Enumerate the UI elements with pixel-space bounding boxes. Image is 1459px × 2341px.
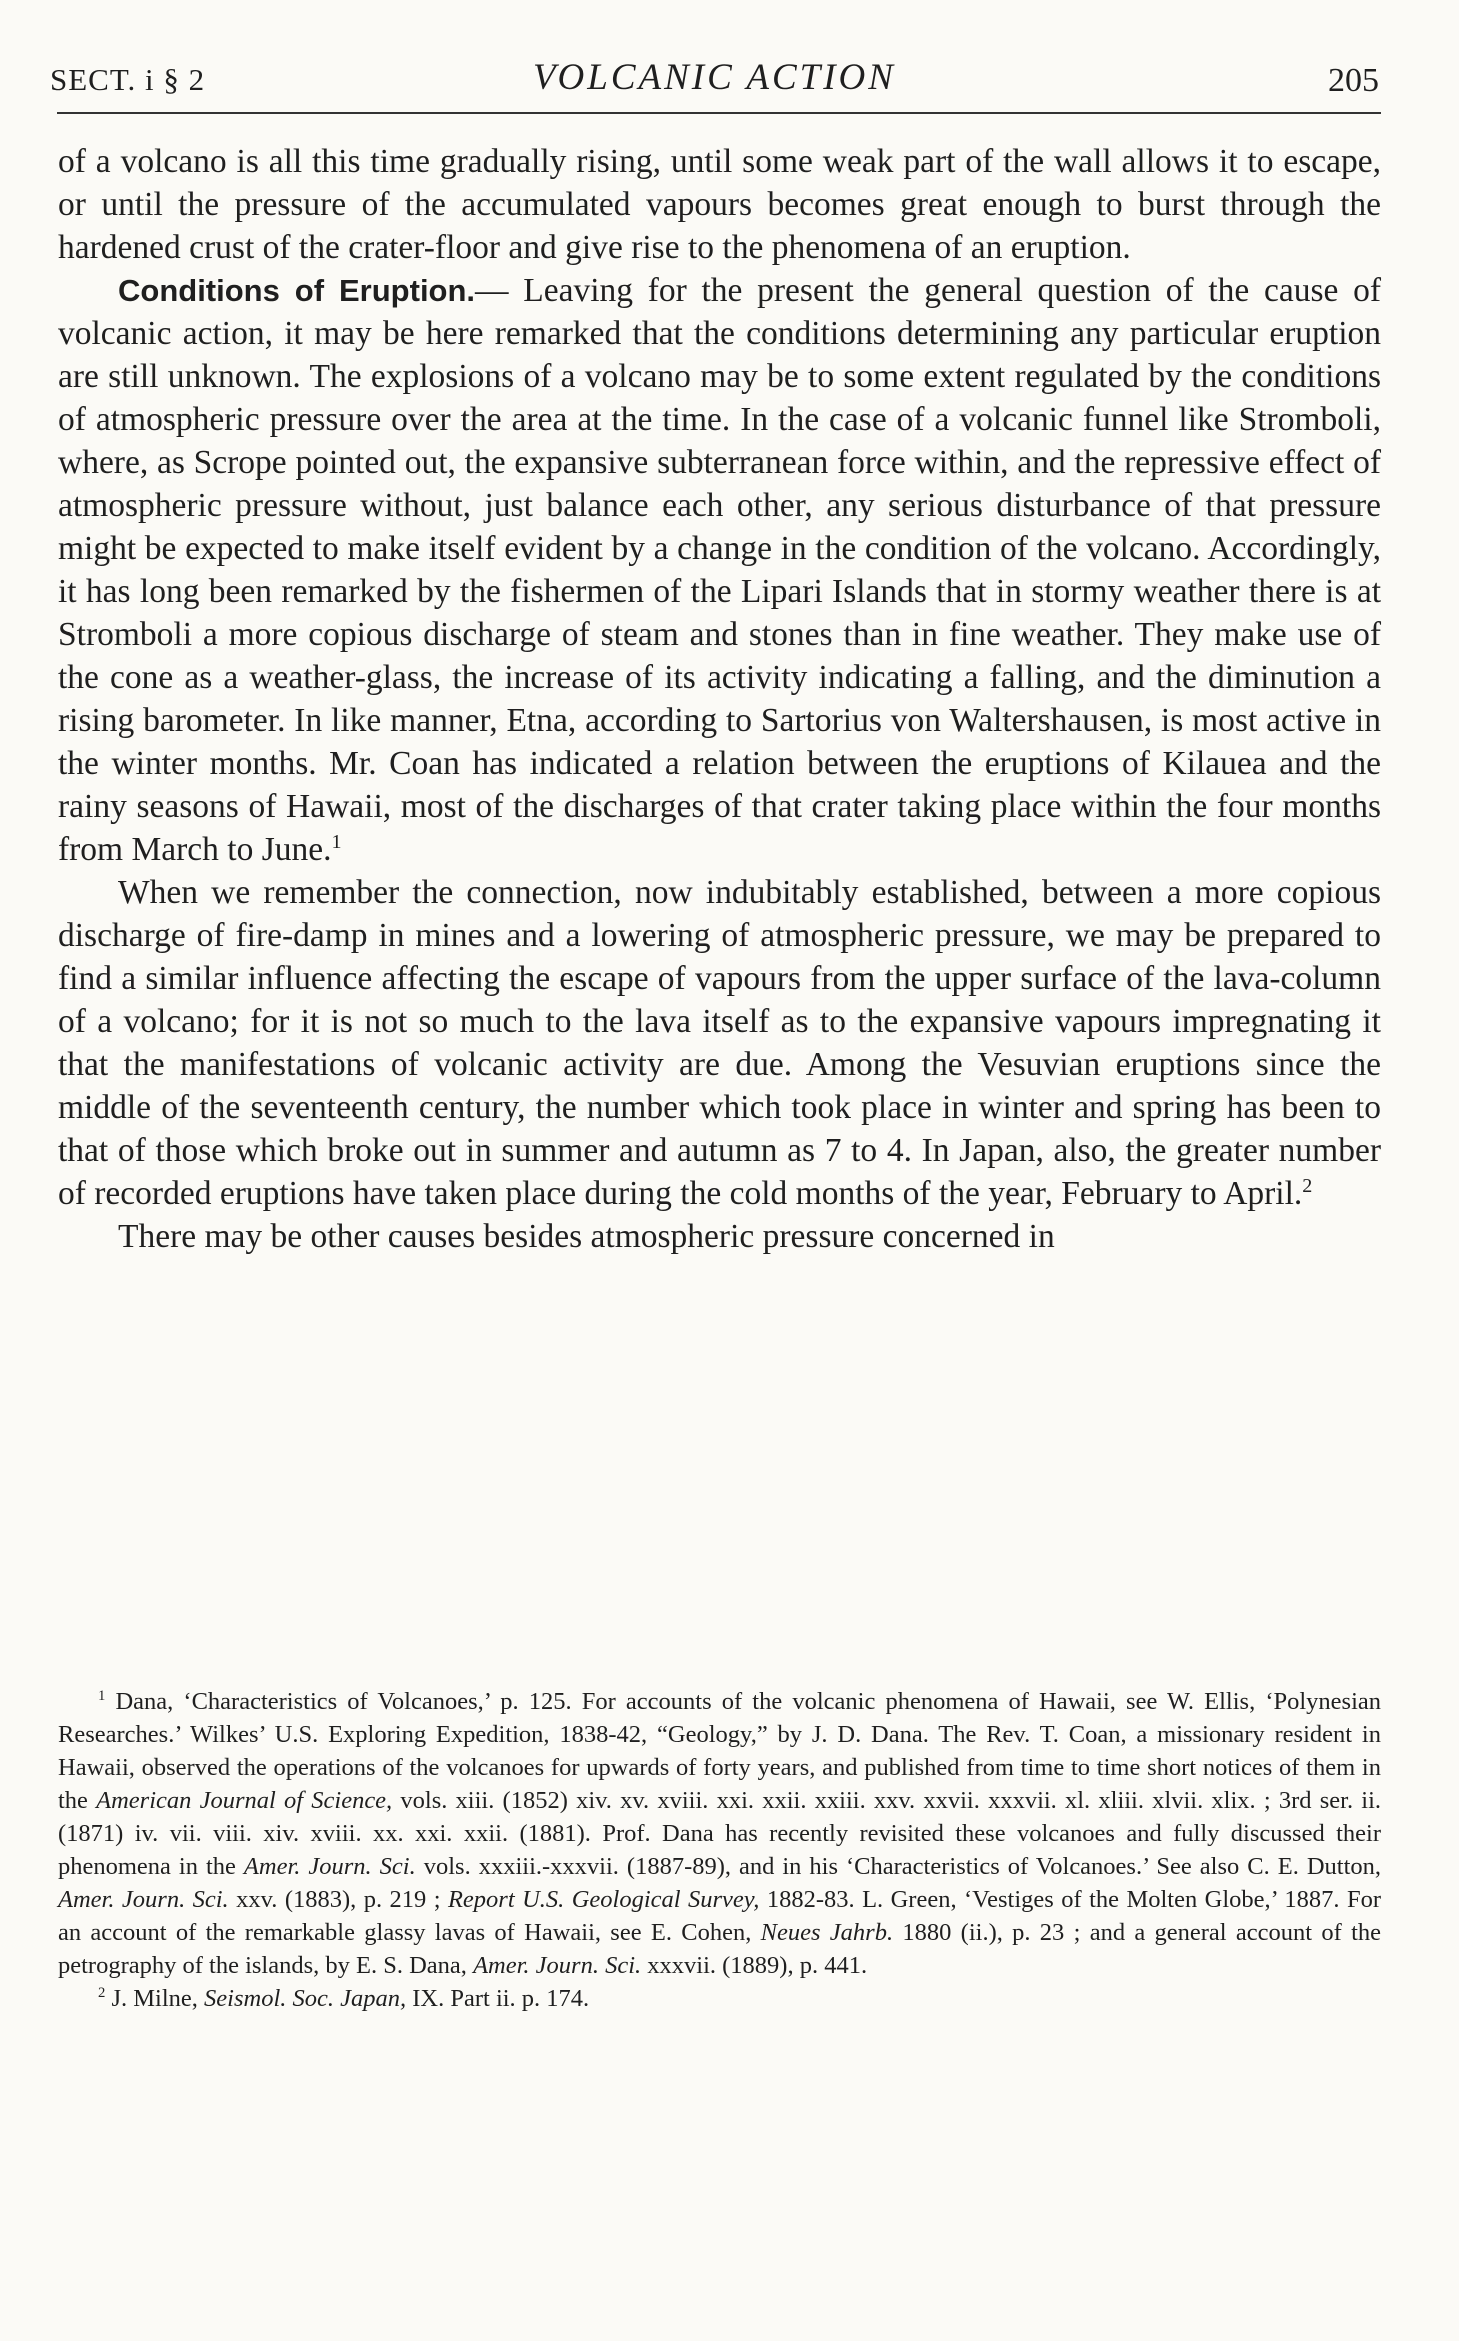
paragraph-3 [58,871,1381,1215]
footnote-2-text-a: J. Milne, [111,1985,198,2012]
paragraph-2-text: — Leaving for the present the general question of the cause of volcanic action, it may be here remarked that the conditions determining any particular eruption are still unknown. The explosions of a volcano may be to some extent regulated by the conditions of atmospheric pressure over the area at the time. In the case of a volcanic funnel like Stromboli, where, as Scrope pointed out, the expansive subterranean force within, and the repressive effect of atmospheric pressure without, just balance each other, any serious disturbance of that pressure might be expected to make itself evident by a change in the condition of the volcano. Accordingly, it has long been remarked by the fishermen of the Lipari Islands that in stormy weather there is at Stromboli a more copious discharge of steam and stones than in fine weather. They make use of the cone as a weather-glass, the increase of its activity indicating a falling, and the diminution a rising barometer. In like manner, Etna, according to Sartorius von Waltershausen, is most active in the winter months. Mr. Coan has indicated a relation between the eruptions of Kilauea and the rainy seasons of Hawaii, most of the discharges of that crater taking place within the four months from March to June. [58,272,1381,868]
footnote-1-text-a: Dana, ‘Characteristics of Volcanoes,’ p. 125. For accounts of the volcanic phenomena of Hawaii, see W. Ellis, ‘Polynesian Researches.’ Wilkes’ U.S. Exploring Expedition, 1838-42, “Geology,” by J. D. Dana. The Rev. T. Coan, a missionary resident in Hawaii, observed the operations of the volcanoes for upwards of forty years, and published from time to time short notices of them in the [58,1688,1382,1814]
journal-title: Amer. Journ. Sci. [473,1952,642,1979]
footnote-2-mark: 2 [98,1984,106,2001]
paragraph-3-text: When we remember the connection, now indubitably established, between a more copious discharge of fire-damp in mines and a lowering of atmospheric pressure, we may be prepared to find a similar influence affecting the escape of vapours from the upper surface of the lava-column of a volcano; for it is not so much to the lava itself as to the expansive vapours impregnating it that the manifestations of volcanic activity are due. Among the Vesuvian eruptions since the middle of the seventeenth century, the number which took place in winter and spring has been to that of those which broke out in summer and autumn as 7 to 4. In Japan, also, the greater number of recorded eruptions have taken place during the cold months of the year, February to April. [58,874,1381,1212]
footnote-ref-2: 2 [1302,1174,1313,1197]
report-title: Report U.S. Geological Survey, [447,1886,760,1913]
page-number: 205 [1328,62,1379,99]
footnote-1-text-d: xxv. (1883), p. 219 ; [236,1886,441,1913]
footnote-1-text-g: xxxvii. (1889), p. 441. [647,1952,868,1979]
paragraph-2 [58,269,1381,871]
footnotes [58,1685,1381,2015]
header-rule [57,112,1381,114]
footnote-1-text-c: vols. xxxiii.-xxxvii. (1887-89), and in his ‘Characteristics of Volcanoes.’ See also C. E. Dutton, [423,1853,1382,1880]
footnote-1-mark: 1 [98,1687,106,1704]
paragraph-4: There may be other causes besides atmospheric pressure concerned in [118,1218,1055,1255]
running-header [50,52,1379,112]
running-title: VOLCANIC ACTION [533,57,896,98]
footnote-ref-1: 1 [331,830,342,853]
footnote-1-text-f: 1880 (ii.), p. 23 ; and a general account of the petrography of the islands, by E. S. Dana, [58,1919,1381,1979]
section-heading: Conditions of Eruption. [118,273,476,308]
footnote-2 [58,1982,1381,2015]
journal-title: Amer. Journ. Sci. [58,1886,229,1913]
footnote-1-text-b: vols. xiii. (1852) xiv. xv. xviii. xxi. xxii. xxiii. xxv. xxvii. xxxvii. xl. xliii. xlvii. xlix. ; 3rd ser. ii. (1871) iv. vii. viii. xiv. xviii. xx. xxi. xxii. (1881). Prof. Dana has recently revisited these volcanoes and fully discussed their phenomena in the [58,1787,1382,1880]
journal-title: American Journal of Science, [96,1787,393,1814]
paragraph-1: of a volcano is all this time gradually rising, until some weak part of the wall allows it to escape, or until the pressure of the accumulated vapours becomes great enough to burst through the hardened crust of the crater-floor and give rise to the phenomena of an eruption. [58,143,1381,266]
journal-title: Neues Jahrb. [760,1919,894,1946]
footnote-1 [58,1685,1381,1982]
journal-title: Amer. Journ. Sci. [243,1853,416,1880]
main-text [58,140,1381,1258]
section-marker: SECT. i § 2 [50,62,206,97]
footnote-2-text-b: IX. Part ii. p. 174. [412,1985,590,2012]
journal-title: Seismol. Soc. Japan, [204,1985,407,2012]
footnote-1-text-e: 1882-83. L. Green, ‘Vestiges of the Molten Globe,’ 1887. For an account of the remarkable glassy lavas of Hawaii, see E. Cohen, [58,1886,1382,1946]
